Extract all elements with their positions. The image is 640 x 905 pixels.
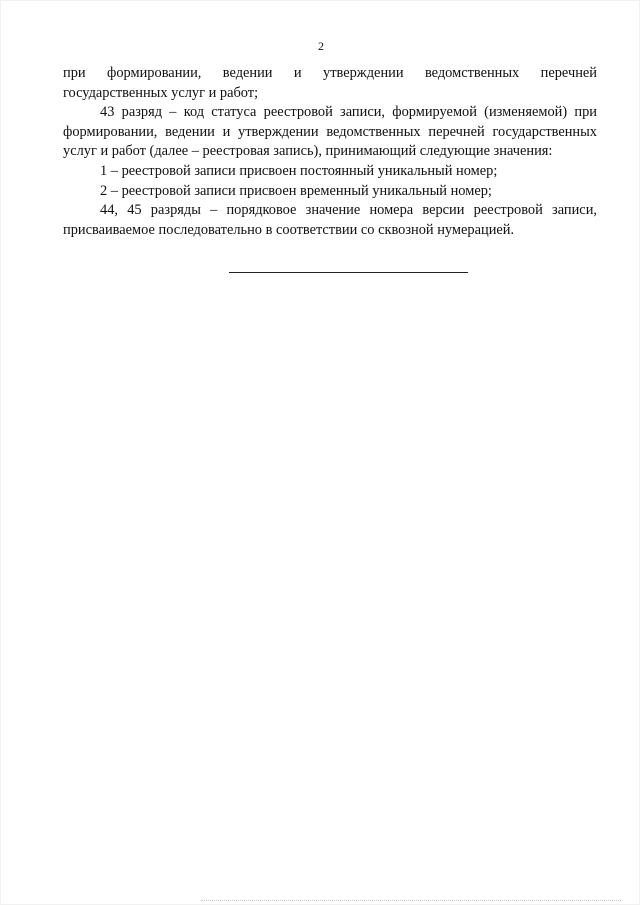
paragraph-digit-43: 43 разряд – код статуса реестровой записи, формируемой (изменяемой) при формировании, ведении и утверждении ведомственных перечней государственных услуг и работ (далее – реестровая запись), принимающий следующие значения: bbox=[63, 104, 597, 160]
end-divider bbox=[229, 272, 468, 273]
document-body bbox=[63, 64, 597, 240]
paragraph-digits-44-45: 44, 45 разряды – порядковое значение номера версии реестровой записи, присваиваемое последовательно в соответствии со сквозной нумерацией. bbox=[63, 202, 597, 238]
page-number: 2 bbox=[318, 39, 324, 53]
paragraph-continuation: при формировании, ведении и утверждении ведомственных перечней государственных услуг и работ; bbox=[63, 65, 597, 101]
paragraph-value-2: 2 – реестровой записи присвоен временный уникальный номер; bbox=[100, 182, 492, 199]
scan-edge-line bbox=[201, 900, 621, 901]
paragraph-value-1: 1 – реестровой записи присвоен постоянный уникальный номер; bbox=[100, 162, 498, 179]
